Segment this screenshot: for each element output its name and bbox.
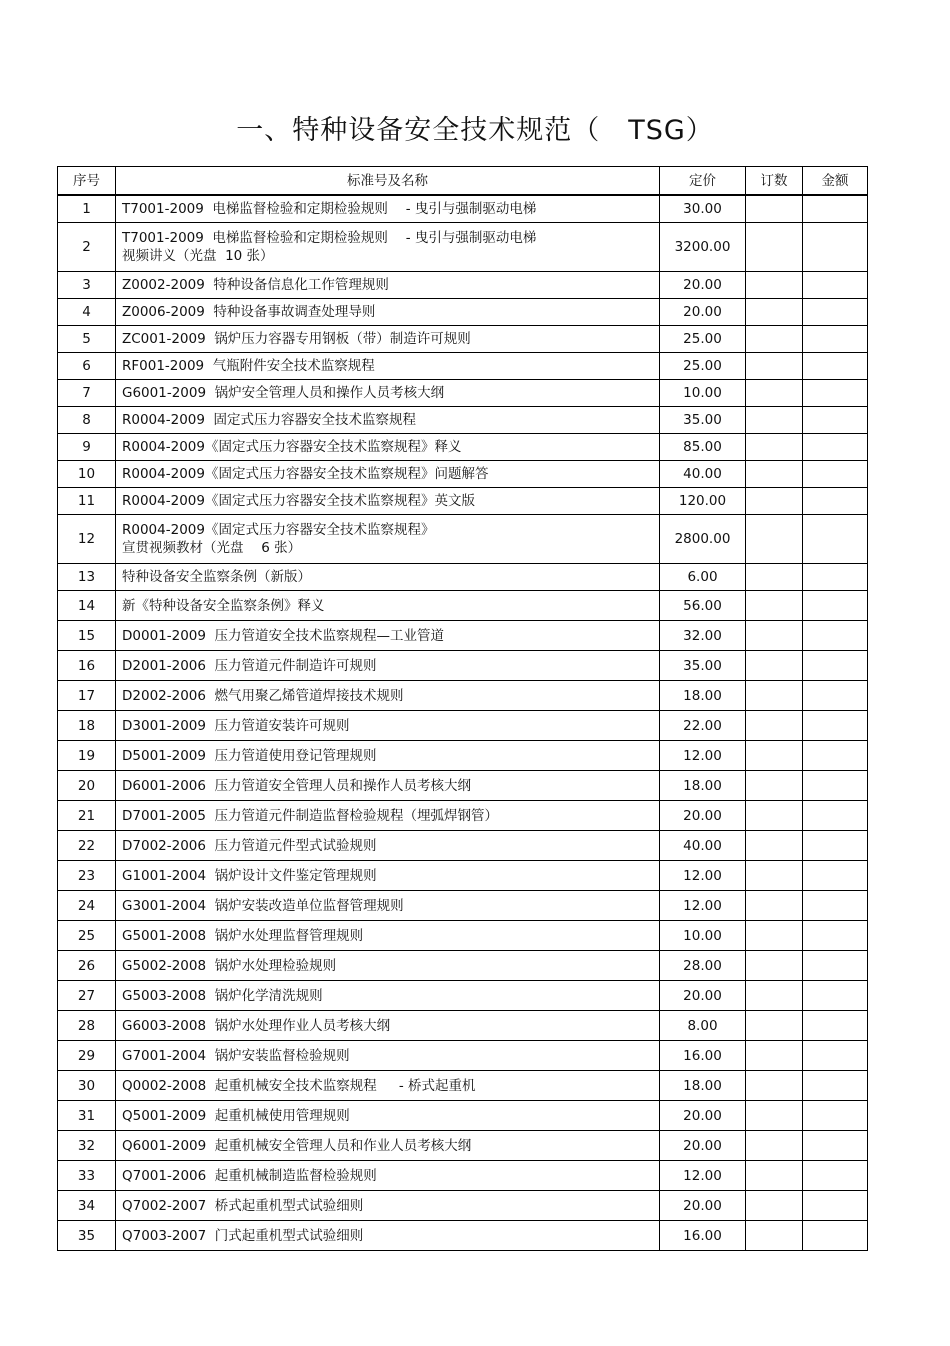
- standard-name-continued: 宣贯视频教材（光盘 6 张）: [122, 540, 302, 556]
- table-row: [58, 1101, 868, 1131]
- row-number: 4: [58, 299, 116, 326]
- amount-cell: [803, 434, 868, 461]
- price: 20.00: [660, 1131, 746, 1161]
- row-number: 21: [58, 801, 116, 831]
- row-number: 26: [58, 951, 116, 981]
- amount-cell: [803, 407, 868, 434]
- table-row: [58, 299, 868, 326]
- standard-name-cell: [116, 921, 660, 951]
- standard-name-cell: [116, 801, 660, 831]
- amount-cell: [803, 1101, 868, 1131]
- table-row: [58, 621, 868, 651]
- header-price: 定价: [660, 167, 746, 196]
- row-number: 25: [58, 921, 116, 951]
- standard-name: R0004-2009《固定式压力容器安全技术监察规程》英文版: [122, 493, 475, 509]
- price: 56.00: [660, 591, 746, 621]
- standard-name: G3001-2004 锅炉安装改造单位监督管理规则: [122, 897, 404, 914]
- price: 8.00: [660, 1011, 746, 1041]
- standard-name-cell: [116, 891, 660, 921]
- amount-cell: [803, 831, 868, 861]
- standard-name: D2001-2006 压力管道元件制造许可规则: [122, 657, 377, 674]
- table-row: [58, 831, 868, 861]
- order-qty-cell[interactable]: [746, 380, 803, 407]
- standard-name-cell: [116, 711, 660, 741]
- page-title: 一、特种设备安全技术规范（ TSG）: [236, 115, 714, 146]
- standard-name: R0004-2009《固定式压力容器安全技术监察规程》: [122, 522, 435, 538]
- table-row: [58, 1071, 868, 1101]
- standard-name-cell: [116, 1101, 660, 1131]
- table-row: [58, 741, 868, 771]
- table-row: [58, 1191, 868, 1221]
- price: 20.00: [660, 801, 746, 831]
- amount-cell: [803, 195, 868, 223]
- standard-name-cell: [116, 651, 660, 681]
- standard-name: Q7002-2007 桥式起重机型式试验细则: [122, 1197, 364, 1214]
- standard-name-cell: [116, 1161, 660, 1191]
- amount-cell: [803, 1131, 868, 1161]
- order-qty-cell[interactable]: [746, 299, 803, 326]
- standard-name-cell: [116, 407, 660, 434]
- order-qty-cell[interactable]: [746, 921, 803, 951]
- price: 35.00: [660, 407, 746, 434]
- standard-name-cell: [116, 1011, 660, 1041]
- row-number: 30: [58, 1071, 116, 1101]
- standard-name: G5003-2008 锅炉化学清洗规则: [122, 987, 323, 1004]
- row-number: 14: [58, 591, 116, 621]
- table-row: [58, 515, 868, 564]
- standard-name: D6001-2006 压力管道安全管理人员和操作人员考核大纲: [122, 777, 472, 794]
- order-qty-cell[interactable]: [746, 771, 803, 801]
- row-number: 7: [58, 380, 116, 407]
- row-number: 17: [58, 681, 116, 711]
- row-number: 15: [58, 621, 116, 651]
- standard-name-cell: [116, 951, 660, 981]
- price: 12.00: [660, 741, 746, 771]
- amount-cell: [803, 1161, 868, 1191]
- standard-name-cell: [116, 861, 660, 891]
- amount-cell: [803, 353, 868, 380]
- order-qty-cell[interactable]: [746, 861, 803, 891]
- standard-name-cell: [116, 741, 660, 771]
- table-row: [58, 272, 868, 299]
- order-qty-cell[interactable]: [746, 591, 803, 621]
- standard-name: Q7001-2006 起重机械制造监督检验规则: [122, 1167, 377, 1184]
- price: 35.00: [660, 651, 746, 681]
- table-row: [58, 488, 868, 515]
- row-number: 20: [58, 771, 116, 801]
- order-qty-cell[interactable]: [746, 621, 803, 651]
- header-qty: 订数: [746, 167, 803, 196]
- price: 10.00: [660, 921, 746, 951]
- table-row: [58, 380, 868, 407]
- standard-name: RF001-2009 气瓶附件安全技术监察规程: [122, 358, 375, 374]
- table-row: [58, 564, 868, 591]
- table-body: [58, 195, 868, 1251]
- amount-cell: [803, 1041, 868, 1071]
- standard-name-cell: [116, 1131, 660, 1161]
- amount-cell: [803, 891, 868, 921]
- standard-name-cell: [116, 591, 660, 621]
- row-number: 6: [58, 353, 116, 380]
- price: 3200.00: [660, 223, 746, 272]
- price: 18.00: [660, 771, 746, 801]
- row-number: 24: [58, 891, 116, 921]
- order-qty-cell[interactable]: [746, 951, 803, 981]
- standard-name: D3001-2009 压力管道安装许可规则: [122, 717, 350, 734]
- table-header-row: [58, 167, 868, 196]
- price: 40.00: [660, 831, 746, 861]
- table-row: [58, 195, 868, 223]
- price: 32.00: [660, 621, 746, 651]
- price: 25.00: [660, 353, 746, 380]
- price: 30.00: [660, 195, 746, 223]
- row-number: 23: [58, 861, 116, 891]
- row-number: 9: [58, 434, 116, 461]
- row-number: 19: [58, 741, 116, 771]
- order-qty-cell[interactable]: [746, 223, 803, 272]
- amount-cell: [803, 741, 868, 771]
- order-qty-cell[interactable]: [746, 564, 803, 591]
- standard-name-cell: [116, 1191, 660, 1221]
- order-qty-cell[interactable]: [746, 891, 803, 921]
- table-row: [58, 861, 868, 891]
- order-qty-cell[interactable]: [746, 488, 803, 515]
- order-qty-cell[interactable]: [746, 1071, 803, 1101]
- amount-cell: [803, 651, 868, 681]
- order-qty-cell[interactable]: [746, 434, 803, 461]
- price: 20.00: [660, 981, 746, 1011]
- order-qty-cell[interactable]: [746, 681, 803, 711]
- row-number: 34: [58, 1191, 116, 1221]
- row-number: 5: [58, 326, 116, 353]
- standard-name: Q7003-2007 门式起重机型式试验细则: [122, 1227, 364, 1244]
- standard-name: G6003-2008 锅炉水处理作业人员考核大纲: [122, 1017, 391, 1034]
- standard-name: G1001-2004 锅炉设计文件鉴定管理规则: [122, 867, 377, 884]
- row-number: 22: [58, 831, 116, 861]
- standard-name-cell: [116, 195, 660, 223]
- standard-name: ZC001-2009 锅炉压力容器专用钢板（带）制造许可规则: [122, 331, 471, 347]
- price: 18.00: [660, 1071, 746, 1101]
- row-number: 12: [58, 515, 116, 564]
- standard-name-cell: [116, 380, 660, 407]
- price: 20.00: [660, 1191, 746, 1221]
- table-row: [58, 891, 868, 921]
- row-number: 31: [58, 1101, 116, 1131]
- standard-name: D7002-2006 压力管道元件型式试验规则: [122, 837, 377, 854]
- table-row: [58, 407, 868, 434]
- price: 12.00: [660, 891, 746, 921]
- order-qty-cell[interactable]: [746, 1041, 803, 1071]
- standard-name: R0004-2009《固定式压力容器安全技术监察规程》释义: [122, 439, 462, 455]
- amount-cell: [803, 564, 868, 591]
- order-qty-cell[interactable]: [746, 407, 803, 434]
- standard-name-cell: [116, 461, 660, 488]
- price: 25.00: [660, 326, 746, 353]
- price: 18.00: [660, 681, 746, 711]
- table-row: [58, 223, 868, 272]
- amount-cell: [803, 921, 868, 951]
- row-number: 33: [58, 1161, 116, 1191]
- order-qty-cell[interactable]: [746, 1131, 803, 1161]
- amount-cell: [803, 272, 868, 299]
- amount-cell: [803, 515, 868, 564]
- price: 40.00: [660, 461, 746, 488]
- amount-cell: [803, 488, 868, 515]
- standard-name: Q0002-2008 起重机械安全技术监察规程 - 桥式起重机: [122, 1077, 476, 1094]
- standard-name-cell: [116, 488, 660, 515]
- standard-name: 特种设备安全监察条例（新版）: [122, 569, 311, 585]
- amount-cell: [803, 711, 868, 741]
- amount-cell: [803, 223, 868, 272]
- table-row: [58, 353, 868, 380]
- amount-cell: [803, 299, 868, 326]
- standard-name-cell: [116, 353, 660, 380]
- price: 20.00: [660, 299, 746, 326]
- amount-cell: [803, 861, 868, 891]
- standard-name: G5001-2008 锅炉水处理监督管理规则: [122, 927, 364, 944]
- standard-name-cell: [116, 564, 660, 591]
- order-qty-cell[interactable]: [746, 1161, 803, 1191]
- row-number: 8: [58, 407, 116, 434]
- header-name: 标准号及名称: [116, 167, 660, 196]
- table-row: [58, 801, 868, 831]
- standard-name: T7001-2009 电梯监督检验和定期检验规则 - 曳引与强制驱动电梯: [122, 201, 537, 217]
- amount-cell: [803, 1191, 868, 1221]
- order-qty-cell[interactable]: [746, 195, 803, 223]
- standard-name: G6001-2009 锅炉安全管理人员和操作人员考核大纲: [122, 385, 445, 401]
- amount-cell: [803, 326, 868, 353]
- table-row: [58, 1041, 868, 1071]
- price: 2800.00: [660, 515, 746, 564]
- standard-name-cell: [116, 223, 660, 272]
- row-number: 29: [58, 1041, 116, 1071]
- standard-name: Z0006-2009 特种设备事故调查处理导则: [122, 304, 376, 320]
- row-number: 32: [58, 1131, 116, 1161]
- order-qty-cell[interactable]: [746, 801, 803, 831]
- price: 20.00: [660, 1101, 746, 1131]
- amount-cell: [803, 981, 868, 1011]
- standard-name: Q6001-2009 起重机械安全管理人员和作业人员考核大纲: [122, 1137, 472, 1154]
- order-qty-cell[interactable]: [746, 1101, 803, 1131]
- standard-name-cell: [116, 831, 660, 861]
- price: 12.00: [660, 1161, 746, 1191]
- price: 10.00: [660, 380, 746, 407]
- standard-name: Q5001-2009 起重机械使用管理规则: [122, 1107, 350, 1124]
- price: 20.00: [660, 272, 746, 299]
- row-number: 11: [58, 488, 116, 515]
- table-row: [58, 434, 868, 461]
- price: 85.00: [660, 434, 746, 461]
- price: 16.00: [660, 1221, 746, 1251]
- order-qty-cell[interactable]: [746, 515, 803, 564]
- row-number: 10: [58, 461, 116, 488]
- table-row: [58, 591, 868, 621]
- order-qty-cell[interactable]: [746, 461, 803, 488]
- row-number: 35: [58, 1221, 116, 1251]
- standard-name: R0004-2009 固定式压力容器安全技术监察规程: [122, 412, 417, 428]
- standard-name: 新《特种设备安全监察条例》释义: [122, 597, 325, 614]
- table-row: [58, 951, 868, 981]
- order-qty-cell[interactable]: [746, 1011, 803, 1041]
- standard-name-cell: [116, 1221, 660, 1251]
- amount-cell: [803, 621, 868, 651]
- standard-name: G7001-2004 锅炉安装监督检验规则: [122, 1047, 350, 1064]
- table-row: [58, 1221, 868, 1251]
- order-qty-cell[interactable]: [746, 831, 803, 861]
- amount-cell: [803, 951, 868, 981]
- standard-name-cell: [116, 1041, 660, 1071]
- header-no: 序号: [58, 167, 116, 196]
- standard-name: D2002-2006 燃气用聚乙烯管道焊接技术规则: [122, 687, 404, 704]
- order-qty-cell[interactable]: [746, 1191, 803, 1221]
- catalog-table: [57, 166, 868, 1251]
- standard-name-cell: [116, 621, 660, 651]
- standard-name-cell: [116, 981, 660, 1011]
- price: 28.00: [660, 951, 746, 981]
- order-qty-cell[interactable]: [746, 711, 803, 741]
- standard-name-cell: [116, 681, 660, 711]
- order-qty-cell[interactable]: [746, 326, 803, 353]
- standard-name-cell: [116, 515, 660, 564]
- table-row: [58, 681, 868, 711]
- amount-cell: [803, 681, 868, 711]
- table-row: [58, 981, 868, 1011]
- standard-name-cell: [116, 434, 660, 461]
- amount-cell: [803, 380, 868, 407]
- standard-name-cell: [116, 771, 660, 801]
- order-qty-cell[interactable]: [746, 981, 803, 1011]
- price: 16.00: [660, 1041, 746, 1071]
- standard-name: T7001-2009 电梯监督检验和定期检验规则 - 曳引与强制驱动电梯: [122, 230, 537, 246]
- row-number: 16: [58, 651, 116, 681]
- amount-cell: [803, 1011, 868, 1041]
- order-qty-cell[interactable]: [746, 741, 803, 771]
- price: 12.00: [660, 861, 746, 891]
- standard-name-cell: [116, 326, 660, 353]
- standard-name: G5002-2008 锅炉水处理检验规则: [122, 957, 337, 974]
- table-row: [58, 921, 868, 951]
- table-row: [58, 651, 868, 681]
- standard-name: D5001-2009 压力管道使用登记管理规则: [122, 747, 377, 764]
- order-qty-cell[interactable]: [746, 651, 803, 681]
- row-number: 2: [58, 223, 116, 272]
- standard-name-cell: [116, 299, 660, 326]
- order-qty-cell[interactable]: [746, 353, 803, 380]
- row-number: 13: [58, 564, 116, 591]
- amount-cell: [803, 591, 868, 621]
- amount-cell: [803, 801, 868, 831]
- standard-name-cell: [116, 272, 660, 299]
- standard-name-continued: 视频讲义（光盘 10 张）: [122, 248, 274, 264]
- amount-cell: [803, 771, 868, 801]
- table-row: [58, 1131, 868, 1161]
- order-qty-cell[interactable]: [746, 272, 803, 299]
- table-row: [58, 1011, 868, 1041]
- price: 120.00: [660, 488, 746, 515]
- standard-name: D0001-2009 压力管道安全技术监察规程—工业管道: [122, 627, 445, 644]
- header-amount: 金额: [803, 167, 868, 196]
- amount-cell: [803, 1071, 868, 1101]
- standard-name-cell: [116, 1071, 660, 1101]
- amount-cell: [803, 461, 868, 488]
- standard-name: D7001-2005 压力管道元件制造监督检验规程（埋弧焊钢管）: [122, 807, 499, 824]
- table-row: [58, 771, 868, 801]
- standard-name: Z0002-2009 特种设备信息化工作管理规则: [122, 277, 389, 293]
- standard-name: R0004-2009《固定式压力容器安全技术监察规程》问题解答: [122, 466, 489, 482]
- order-qty-cell[interactable]: [746, 1221, 803, 1251]
- table-row: [58, 326, 868, 353]
- table-row: [58, 711, 868, 741]
- row-number: 3: [58, 272, 116, 299]
- table-row: [58, 461, 868, 488]
- price: 22.00: [660, 711, 746, 741]
- row-number: 18: [58, 711, 116, 741]
- row-number: 28: [58, 1011, 116, 1041]
- table-row: [58, 1161, 868, 1191]
- amount-cell: [803, 1221, 868, 1251]
- price: 6.00: [660, 564, 746, 591]
- row-number: 27: [58, 981, 116, 1011]
- row-number: 1: [58, 195, 116, 223]
